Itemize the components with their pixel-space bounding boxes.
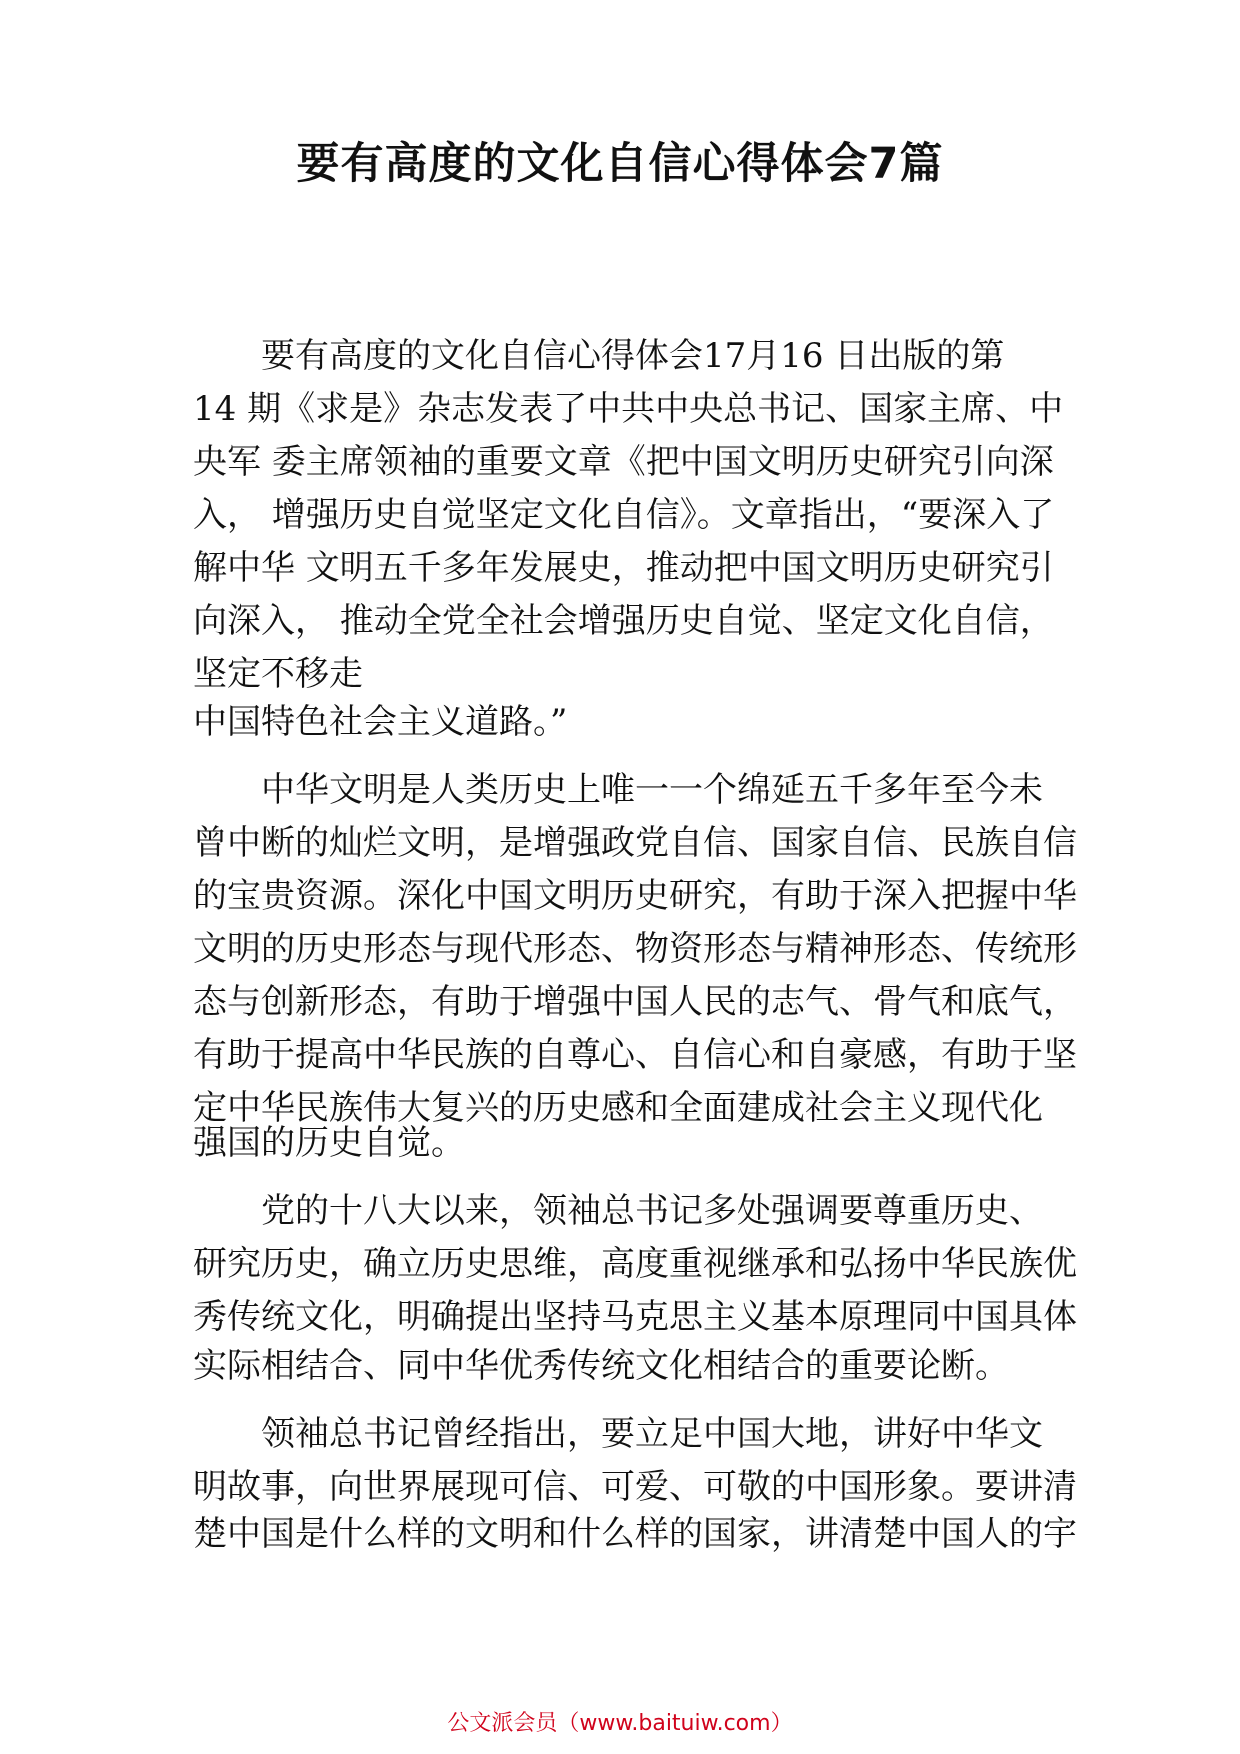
paragraph-2	[193, 764, 1077, 1135]
paragraph-line: 坚定不移走	[193, 654, 363, 694]
paragraph-line: 定中华民族伟大复兴的历史感和全面建成社会主义现代化	[193, 1088, 1043, 1128]
paragraph-4-tail	[193, 1508, 1077, 1561]
paragraph-line: 要有高度的文化自信心得体会17月16 日出版的第	[261, 336, 1005, 376]
paragraph-line: 态与创新形态，有助于增强中国人民的志气、骨气和底气，	[193, 982, 1077, 1022]
document-title: 要有高度的文化自信心得体会7篇	[296, 139, 944, 189]
paragraph-line: 解中华 文明五千多年发展史，推动把中国文明历史研究引	[193, 548, 1054, 588]
footer-watermark: 公文派会员（www.baituiw.com）	[447, 1711, 793, 1736]
paragraph-line: 入， 增强历史自觉坚定文化自信》。文章指出，“要深入了	[193, 495, 1055, 535]
paragraph-line: 文明的历史形态与现代形态、物资形态与精神形态、传统形	[193, 929, 1077, 969]
paragraph-3-tail	[193, 1340, 1073, 1393]
paragraph-line: 明故事，向世界展现可信、可爱、可敬的中国形象。要讲清	[193, 1467, 1077, 1507]
paragraph-1-tail	[193, 696, 1073, 749]
paragraph-line: 秀传统文化，明确提出坚持马克思主义基本原理同中国具体	[193, 1297, 1077, 1337]
paragraph-line: 党的十八大以来，领袖总书记多处强调要尊重历史、	[261, 1191, 1043, 1231]
paragraph-3	[193, 1185, 1077, 1344]
paragraph-line: 曾中断的灿烂文明，是增强政党自信、国家自信、民族自信	[193, 823, 1077, 863]
paragraph-line: 强国的历史自觉。	[193, 1123, 465, 1163]
paragraph-line: 中华文明是人类历史上唯一一个绵延五千多年至今未	[261, 770, 1043, 810]
paragraph-2-tail	[193, 1117, 1073, 1170]
paragraph-line: 楚中国是什么样的文明和什么样的国家，讲清楚中国人的宇	[193, 1514, 1077, 1554]
paragraph-line: 14 期《求是》杂志发表了中共中央总书记、国家主席、中	[193, 389, 1064, 429]
paragraph-line: 央军 委主席领袖的重要文章《把中国文明历史研究引向深	[193, 442, 1054, 482]
paragraph-line: 研究历史，确立历史思维，高度重视继承和弘扬中华民族优	[193, 1244, 1077, 1284]
paragraph-line: 领袖总书记曾经指出，要立足中国大地，讲好中华文	[261, 1414, 1043, 1454]
paragraph-line: 实际相结合、同中华优秀传统文化相结合的重要论断。	[193, 1346, 1009, 1386]
paragraph-line: 有助于提高中华民族的自尊心、自信心和自豪感，有助于坚	[193, 1035, 1077, 1075]
paragraph-line: 中国特色社会主义道路。”	[193, 702, 568, 742]
paragraph-4	[193, 1408, 1077, 1514]
paragraph-line: 的宝贵资源。深化中国文明历史研究，有助于深入把握中华	[193, 876, 1077, 916]
paragraph-line: 向深入， 推动全党全社会增强历史自觉、坚定文化自信，	[193, 601, 1054, 641]
paragraph-1	[193, 330, 1073, 701]
